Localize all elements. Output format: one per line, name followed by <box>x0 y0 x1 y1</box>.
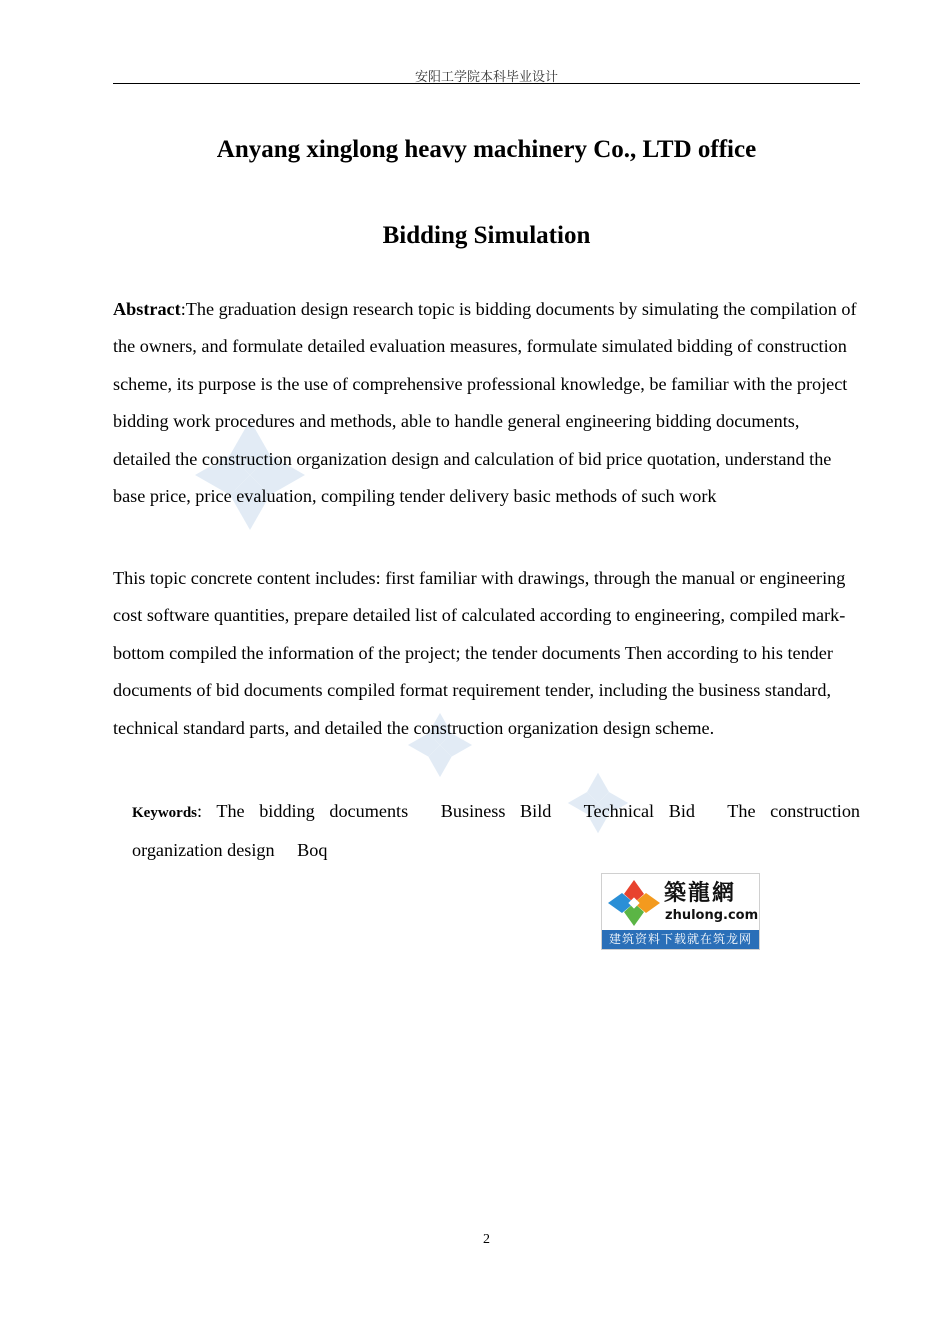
keywords-line <box>132 793 860 870</box>
abstract-separator: : <box>180 299 186 319</box>
keywords-separator: : <box>197 801 217 821</box>
content-paragraph: This topic concrete content includes: first familiar with drawings, through the manual or engineering cost software quantities, prepare detailed list of calculated according to engineering, compiled mark-bottom compiled the information of the project; the tender documents Then according to his tender documents of bid documents compiled format requirement tender, including the business standard, technical standard parts, and detailed the construction organization design scheme. <box>113 568 846 738</box>
keyword-item: Boq <box>297 840 328 861</box>
abstract-text: The graduation design research topic is bidding documents by simulating the compilation of the owners, and formulate detailed evaluation measures, formulate simulated bidding of construction scheme, its purpose is the use of comprehensive professional knowledge, be familiar with the project bidding work procedures and methods, able to handle general engineering bidding documents, detailed the construction organization design and calculation of bid price quotation, understand the base price, price evaluation, compiling tender delivery basic methods of such work <box>113 299 857 507</box>
keyword-item: Technical Bid <box>583 801 695 821</box>
zhulong-flower-icon <box>606 878 662 928</box>
running-header: 安阳工学院本科毕业设计 <box>414 70 558 85</box>
header-divider <box>113 83 860 84</box>
abstract-label: Abstract <box>113 299 181 319</box>
page-number: 2 <box>483 1232 490 1247</box>
keyword-item: The bidding documents <box>216 801 409 821</box>
logo-slogan: 建筑资料下载就在筑龙网 <box>602 930 759 949</box>
keywords-label: Keywords <box>132 805 197 821</box>
logo-domain: zhulong.com <box>665 908 759 923</box>
zhulong-logo <box>601 873 760 950</box>
document-subtitle: Bidding Simulation <box>382 222 591 249</box>
logo-chinese-name: 築龍網 <box>664 880 737 906</box>
keyword-item: The construction organization design <box>132 801 861 861</box>
abstract-paragraph <box>113 291 860 515</box>
document-title: Anyang xinglong heavy machinery Co., LTD office <box>216 136 757 163</box>
keyword-item: Business Bild <box>440 801 552 821</box>
